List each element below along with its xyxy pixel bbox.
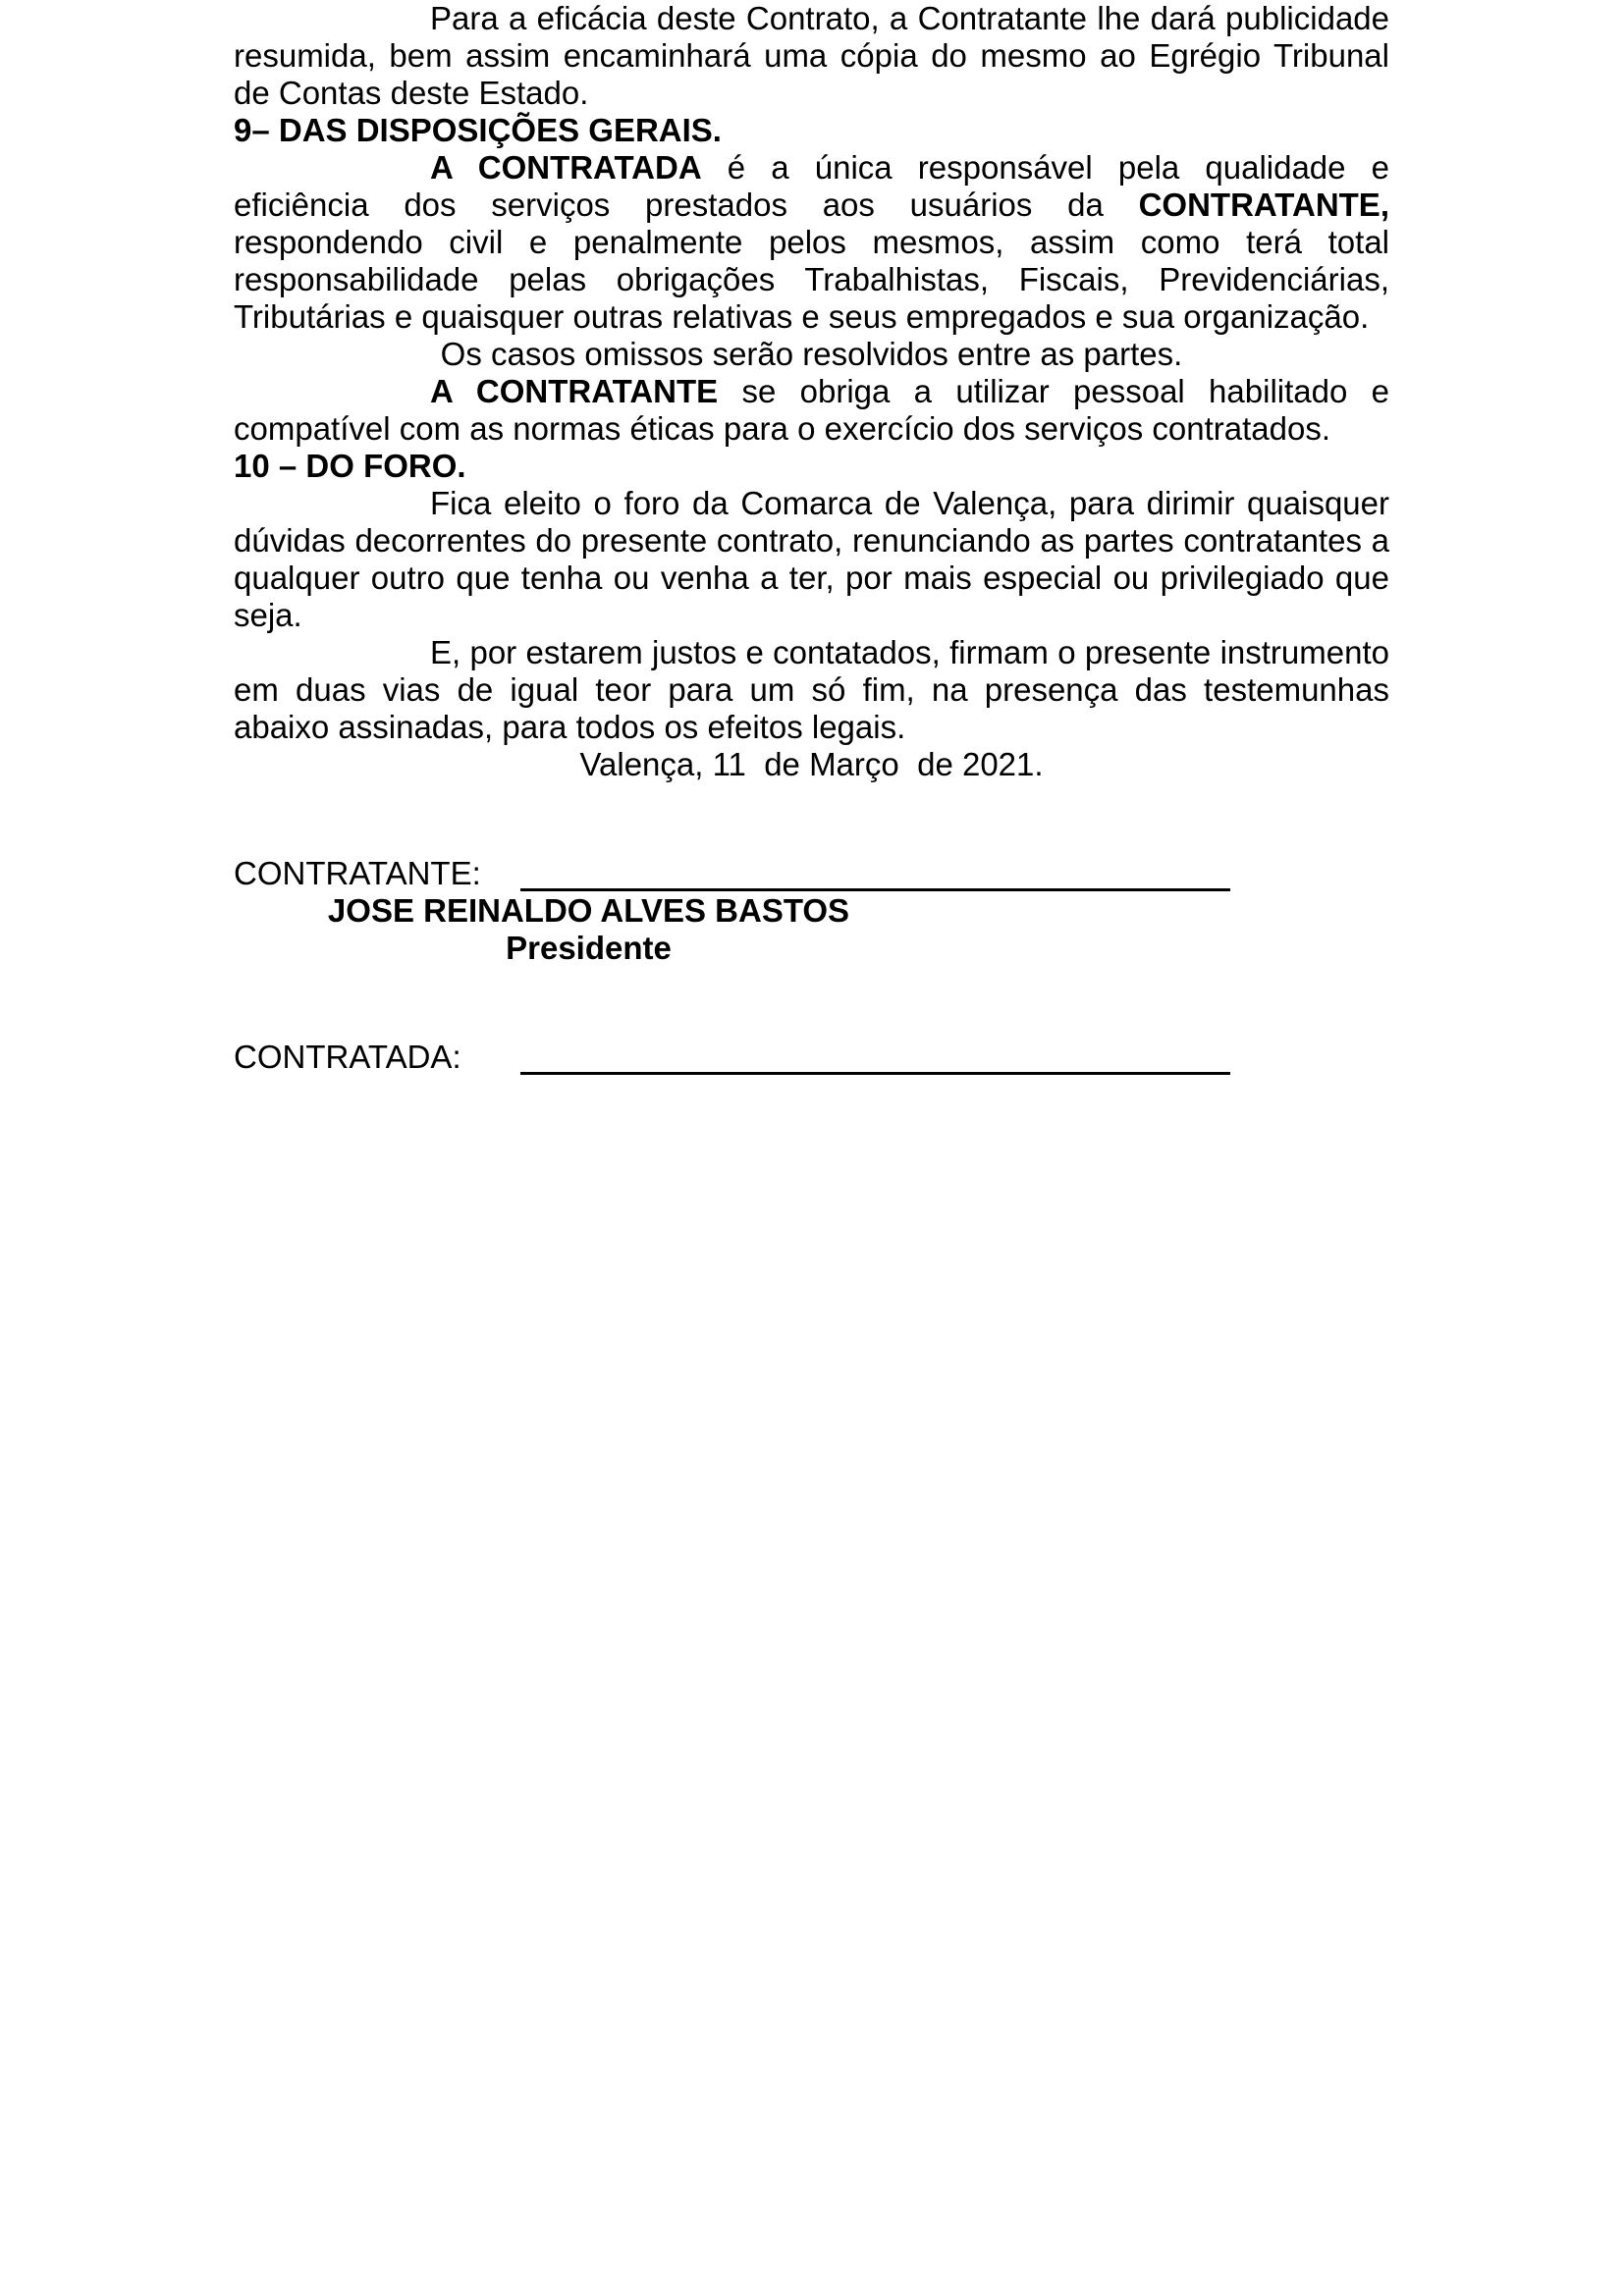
contratante-name: JOSE REINALDO ALVES BASTOS bbox=[327, 892, 850, 929]
contratada-label: CONTRATADA: bbox=[234, 1039, 461, 1075]
section-9-centered-line: Os casos omissos serão resolvidos entre as partes. bbox=[440, 336, 1183, 372]
date-line: Valença, 11 de Março de 2021. bbox=[579, 746, 1044, 782]
section-10-heading: 10 – DO FORO. bbox=[234, 448, 466, 484]
section-9-paragraph-1: A CONTRATADA é a única responsável pela qualidade e eficiência dos serviços prestados aos usuários da CONTRATANTE, respondendo civil e penalmente pelos mesmos, assim como terá total responsabilidade pelas obrigações Trabalhistas, Fiscais, Previdenciárias, Tributárias e quaisquer outras relativas e seus empregados e sua organização. bbox=[234, 149, 1390, 335]
contratante-title: Presidente bbox=[506, 930, 672, 966]
contratante-signature-row bbox=[234, 855, 1389, 892]
section-9-heading: 9– DAS DISPOSIÇÕES GERAIS. bbox=[234, 112, 722, 148]
section-10-paragraph-1: Fica eleito o foro da Comarca de Valença, para dirimir quaisquer dúvidas decorrentes do presente contrato, renunciando as partes contratantes a qualquer outro que tenha ou venha a ter, por mais especial ou privilegiado que seja. bbox=[234, 485, 1389, 633]
contratante-signature-line bbox=[520, 888, 1230, 891]
contratante-label: CONTRATANTE: bbox=[234, 855, 481, 891]
contratada-signature-line bbox=[520, 1072, 1230, 1075]
section-9-paragraph-2: A CONTRATANTE se obriga a utilizar pessoal habilitado e compatível com as normas éticas para o exercício dos serviços contratados. bbox=[234, 373, 1389, 447]
section-10-paragraph-2: E, por estarem justos e contatados, firmam o presente instrumento em duas vias de igual teor para um só fim, na presença das testemunhas abaixo assinadas, para todos os efeitos legais. bbox=[234, 634, 1389, 745]
document-content bbox=[234, 0, 1389, 1076]
intro-paragraph: Para a eficácia deste Contrato, a Contratante lhe dará publicidade resumida, bem assim encaminhará uma cópia do mesmo ao Egrégio Tribunal de Contas deste Estado. bbox=[234, 0, 1389, 111]
contratada-signature-row bbox=[234, 1039, 1389, 1076]
